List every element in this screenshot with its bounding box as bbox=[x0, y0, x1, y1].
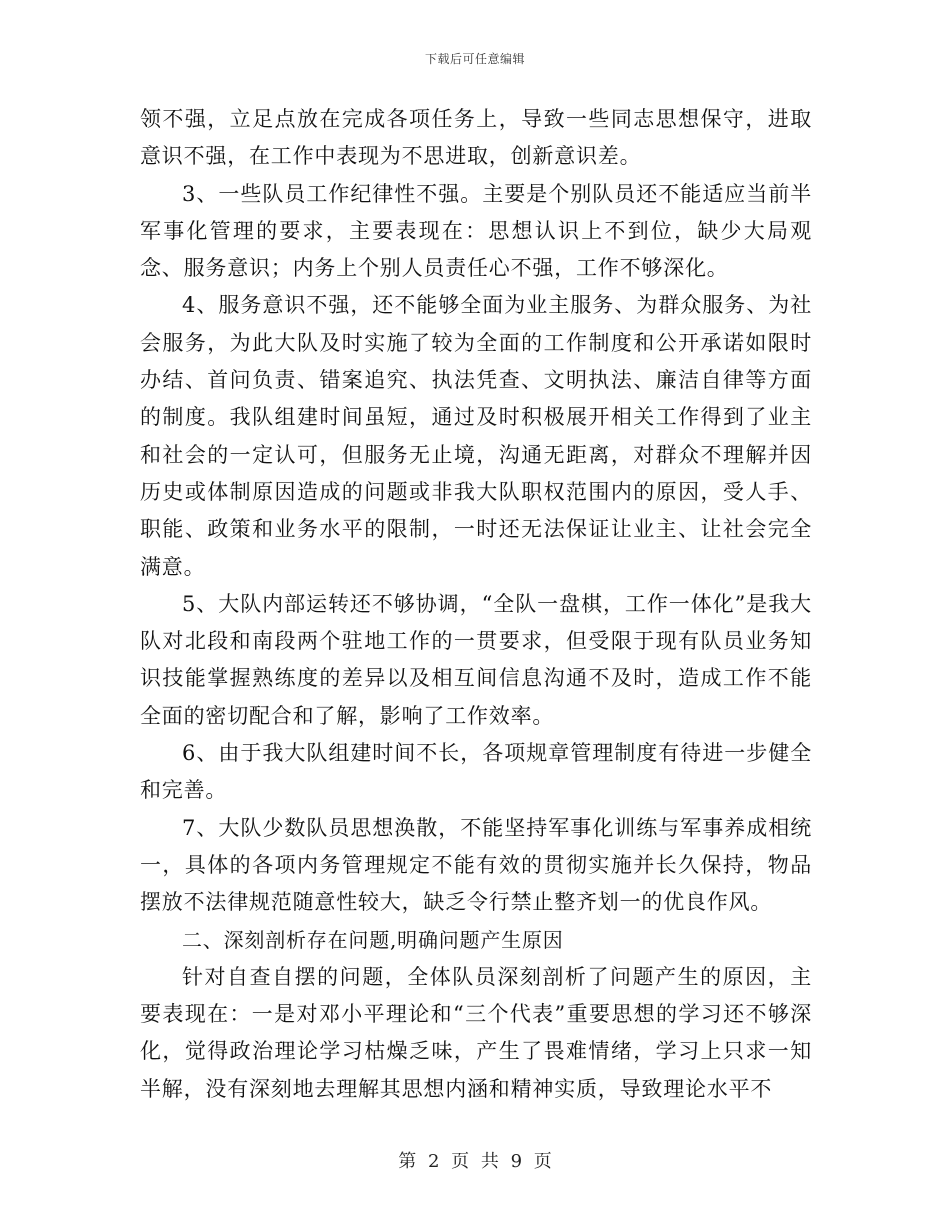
section-heading: 二、深刻剖析存在问题,明确问题产生原因 bbox=[182, 927, 564, 952]
header-note: 下载后可任意编辑 bbox=[424, 52, 525, 66]
paragraph-item-6: 6、由于我大队组建时间不长，各项规章管理制度有待进一步健全和完善。 bbox=[140, 741, 812, 803]
paragraph-item-4: 4、服务意识不强，还不能够全面为业主服务、为群众服务、为社会服务，为此大队及时实施了较为全面的工作制度和公开承诺如限时办结、首问负责、错案追究、执法凭查、文明执法、廉洁自律等方面的制度。我队组建时间虽短，通过及时积极展开相关工作得到了业主和社会的一定认可，但服务无止境，沟通无距离，对群众不理解并因历史或体制原因造成的问题或非我大队职权范围内的原因，受人手、职能、政策和业务水平的限制，一时还无法保证让业主、让社会完全满意。 bbox=[140, 293, 812, 579]
paragraph-item-3: 3、一些队员工作纪律性不强。主要是个别队员还不能适应当前半军事化管理的要求，主要表现在：思想认识上不到位，缺少大局观念、服务意识；内务上个别人员责任心不强，工作不够深化。 bbox=[140, 181, 812, 281]
paragraph-analysis: 针对自查自摆的问题，全体队员深刻剖析了问题产生的原因，主要表现在：一是对邓小平理论和“三个代表”重要思想的学习还不够深化，觉得政治理论学习枯燥乏味，产生了畏难情绪，学习上只求一知半解，没有深刻地去理解其思想内涵和精神实质，导致理论水平不 bbox=[140, 964, 812, 1101]
page-number: 第 2 页 共 9 页 bbox=[398, 1151, 552, 1172]
paragraph-item-5: 5、大队内部运转还不够协调，“全队一盘棋，工作一体化”是我大队对北段和南段两个驻地工作的一贯要求，但受限于现有队员业务知识技能掌握熟练度的差异以及相互间信息沟通不及时，造成工作不能全面的密切配合和了解，影响了工作效率。 bbox=[140, 591, 812, 728]
paragraph-continuation: 领不强，立足点放在完成各项任务上，导致一些同志思想保守，进取意识不强，在工作中表现为不思进取，创新意识差。 bbox=[140, 107, 812, 169]
paragraph-item-7: 7、大队少数队员思想涣散，不能坚持军事化训练与军事养成相统一，具体的各项内务管理规定不能有效的贯彻实施并长久保持，物品摆放不法律规范随意性较大，缺乏令行禁止整齐划一的优良作风。 bbox=[140, 815, 812, 915]
document-body bbox=[140, 101, 812, 1108]
